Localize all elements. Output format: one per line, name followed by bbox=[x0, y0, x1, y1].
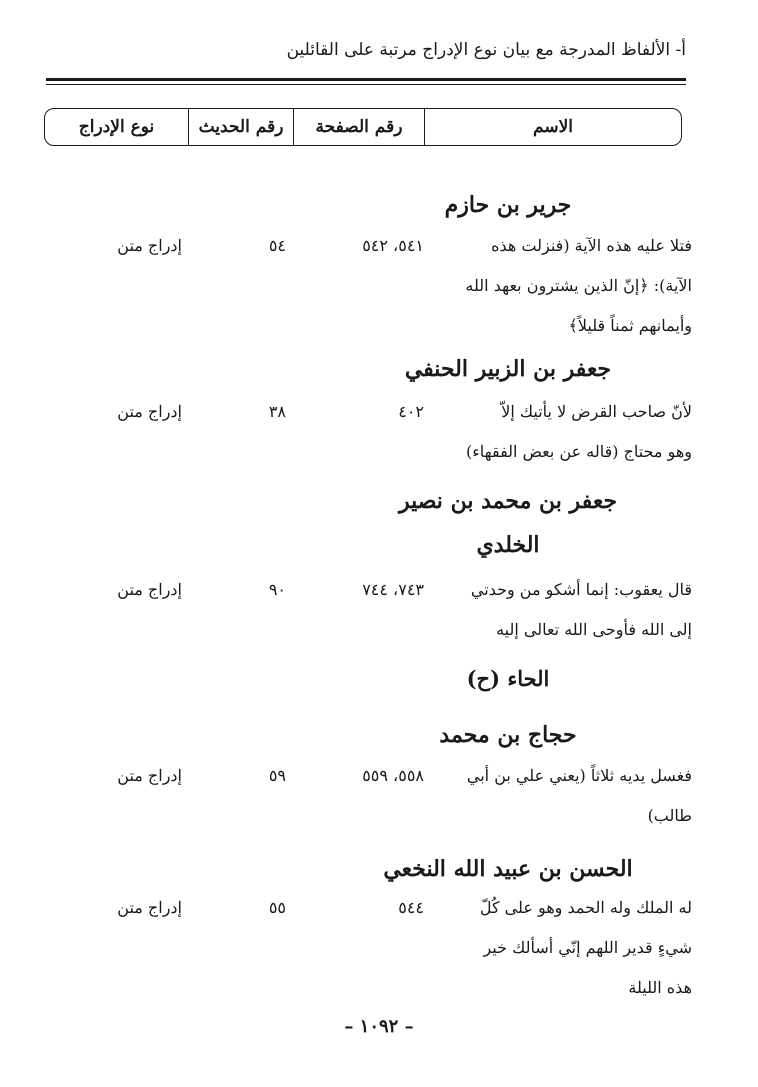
entry-text-line: شيءٍ قدير اللهم إنّي أسألك خير bbox=[483, 938, 692, 957]
page-numbers: ٥٤١، ٥٤٢ bbox=[362, 236, 424, 255]
entry-text-line: فتلا عليه هذه الآية (فنزلت هذه bbox=[491, 236, 692, 255]
hadith-number: ٥٥ bbox=[268, 898, 286, 917]
hadith-number: ٥٤ bbox=[268, 236, 286, 255]
entry-text-line: هذه الليلة bbox=[628, 978, 692, 997]
entry-text bbox=[432, 392, 692, 472]
narrator-name: جرير بن حازم bbox=[444, 192, 572, 218]
entry-text bbox=[432, 888, 692, 1008]
entry-text-line: قال يعقوب: إنما أشكو من وحدتي bbox=[470, 580, 692, 599]
entry-text bbox=[432, 226, 692, 346]
narrator-name: حجاج بن محمد bbox=[439, 722, 577, 748]
column-header-name: الاسم bbox=[424, 109, 681, 145]
column-header-page: رقم الصفحة bbox=[293, 109, 424, 145]
entry-text-line: له الملك وله الحمد وهو على كُلّ bbox=[479, 898, 692, 917]
insertion-type: إدراج متن bbox=[117, 236, 182, 255]
entry-text bbox=[432, 756, 692, 836]
narrator-name: جعفر بن محمد بن نصير bbox=[398, 488, 618, 514]
column-header-hadith: رقم الحديث bbox=[188, 109, 293, 145]
header-rule-thin bbox=[46, 84, 686, 85]
entry-text-line: لأنّ صاحب القرض لا يأتيك إلاّ bbox=[501, 402, 692, 421]
entry-text bbox=[432, 570, 692, 650]
hadith-number: ٥٩ bbox=[268, 766, 286, 785]
page-numbers: ٧٤٣، ٧٤٤ bbox=[362, 580, 424, 599]
insertion-type: إدراج متن bbox=[117, 402, 182, 421]
hadith-number: ٩٠ bbox=[268, 580, 286, 599]
insertion-type: إدراج متن bbox=[117, 766, 182, 785]
page-numbers: ٤٠٢ bbox=[398, 402, 424, 421]
entry-text-line: وأيمانهم ثمناً قليلاً﴾ bbox=[568, 316, 692, 335]
insertion-type: إدراج متن bbox=[117, 898, 182, 917]
hadith-number: ٣٨ bbox=[268, 402, 286, 421]
column-header-row bbox=[44, 108, 682, 146]
page-header: أ- الألفاظ المدرجة مع بيان نوع الإدراج مرتبة على القائلين bbox=[286, 40, 686, 60]
page-numbers: ٥٥٨، ٥٥٩ bbox=[362, 766, 424, 785]
page-numbers: ٥٤٤ bbox=[398, 898, 424, 917]
insertion-type: إدراج متن bbox=[117, 580, 182, 599]
entry-text-line: وهو محتاج (قاله عن بعض الفقهاء) bbox=[465, 442, 692, 461]
page-number: – ١٠٩٢ – bbox=[344, 1016, 414, 1037]
narrator-name: الحسن بن عبيد الله النخعي bbox=[383, 856, 633, 882]
entry-text-line: طالب) bbox=[647, 806, 692, 825]
header-rule-thick bbox=[46, 78, 686, 81]
column-header-type: نوع الإدراج bbox=[78, 117, 155, 137]
narrator-name: جعفر بن الزبير الحنفي bbox=[404, 356, 612, 382]
entry-text-line: الآية): ﴿إنّ الذين يشترون بعهد الله bbox=[465, 276, 692, 295]
entry-text-line: فغسل يديه ثلاثاً (يعني علي بن أبي bbox=[466, 766, 692, 785]
entry-text-line: إلى الله فأوحى الله تعالى إليه bbox=[496, 620, 692, 639]
letter-heading: الحاء (ح) bbox=[466, 666, 550, 691]
narrator-name-continued: الخلدي bbox=[476, 532, 540, 558]
